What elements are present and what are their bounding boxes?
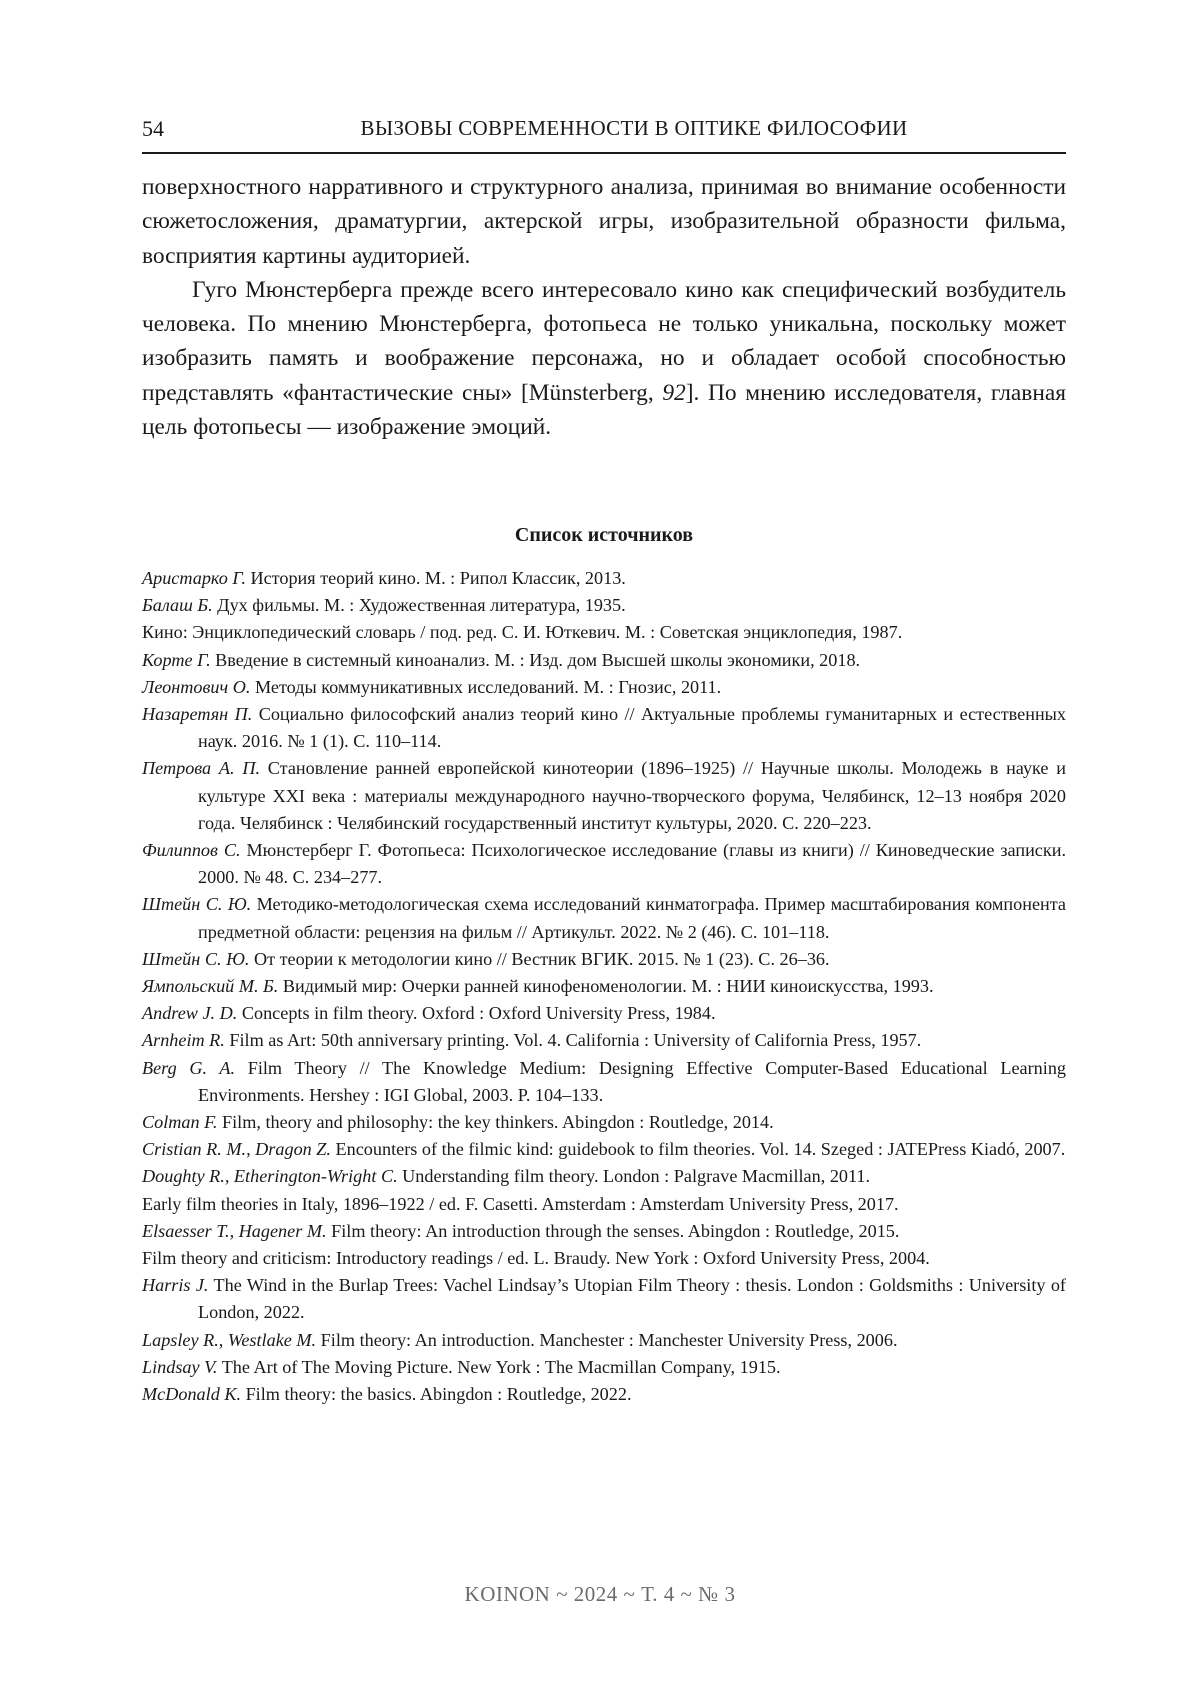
- reference-text: Early film theories in Italy, 1896–1922 / ed. F. Casetti. Amsterdam : Amsterdam University Press, 2017.: [142, 1193, 899, 1214]
- reference-text: Становление ранней европейской кинотеории (1896–1925) // Научные школы. Молодежь в науке и культуре XXI века : материалы международного научно-творческого форума, Челябинск, 12–13 ноября 2020 года. Челябинск : Челябинский государственный институт культуры, 2020. С. 220–223.: [198, 758, 1066, 833]
- reference-author: Назаретян П.: [142, 704, 253, 725]
- paragraph-text: Гуго Мюнстерберга прежде всего интересовало кино как специфический возбудитель человека. По мнению Мюнстерберга, фотопьеса не только уникальна, поскольку может изобразить память и воображение персонажа, но и обладает особой способностью представлять «фантастические сны» [Münsterberg,: [142, 276, 1066, 406]
- reference-author: Doughty R., Etherington-Wright C.: [142, 1166, 398, 1187]
- reference-text: Социально философский анализ теорий кино // Актуальные проблемы гуманитарных и естественных наук. 2016. № 1 (1). С. 110–114.: [198, 704, 1066, 752]
- paragraph: поверхностного нарративного и структурного анализа, принимая во внимание особенности сюжетосложения, драматургии, актерской игры, изобразительной образности фильма, восприятия картины аудиторией.: [142, 174, 1066, 269]
- reference-item: [142, 647, 1066, 674]
- reference-item: [142, 701, 1066, 755]
- reference-text: Film theory: An introduction. Manchester : Manchester University Press, 2006.: [320, 1329, 898, 1350]
- reference-text: The Art of The Moving Picture. New York : The Macmillan Company, 1915.: [221, 1356, 781, 1377]
- reference-item: [142, 946, 1066, 973]
- references-title: Список источников: [514, 524, 694, 546]
- reference-author: Штейн С. Ю.: [142, 948, 250, 969]
- reference-item: [142, 565, 1066, 592]
- reference-item: [142, 1109, 1066, 1136]
- reference-item: [142, 1245, 1066, 1272]
- reference-item: [142, 619, 1066, 646]
- journal-footer: KOINON ~ 2024 ~ Т. 4 ~ № 3: [464, 1582, 736, 1606]
- reference-text: Дух фильмы. М. : Художественная литература, 1935.: [217, 595, 626, 616]
- reference-item: [142, 1136, 1066, 1163]
- reference-author: Harris J.: [142, 1275, 209, 1296]
- reference-text: Concepts in film theory. Oxford : Oxford University Press, 1984.: [241, 1003, 716, 1024]
- reference-text: Understanding film theory. London : Palgrave Macmillan, 2011.: [402, 1166, 871, 1187]
- reference-author: Arnheim R.: [142, 1030, 225, 1051]
- reference-text: Film theory: An introduction through the senses. Abingdon : Routledge, 2015.: [331, 1220, 900, 1241]
- reference-text: Мюнстерберг Г. Фотопьеса: Психологическое исследование (главы из книги) // Киноведческие записки. 2000. № 48. С. 234–277.: [198, 840, 1067, 888]
- reference-text: Кино: Энциклопедический словарь / под. ред. С. И. Юткевич. М. : Советская энциклопедия, 1987.: [142, 622, 903, 643]
- references-list: [142, 565, 1066, 1408]
- reference-text: Film, theory and philosophy: the key thinkers. Abingdon : Routledge, 2014.: [222, 1112, 774, 1133]
- reference-item: [142, 1218, 1066, 1245]
- paragraph: [142, 273, 1066, 444]
- reference-text: Введение в системный киноанализ. М. : Изд. дом Высшей школы экономики, 2018.: [215, 649, 861, 670]
- reference-text: Видимый мир: Очерки ранней кинофеноменологии. М. : НИИ киноискусства, 1993.: [282, 976, 934, 997]
- reference-item: [142, 674, 1066, 701]
- reference-author: Andrew J. D.: [142, 1003, 238, 1024]
- reference-item: [142, 1381, 1066, 1408]
- reference-author: Штейн С. Ю.: [142, 894, 252, 915]
- reference-item: [142, 755, 1066, 837]
- reference-item: [142, 1354, 1066, 1381]
- reference-text: Encounters of the filmic kind: guidebook to film theories. Vol. 14. Szeged : JATEPress Kiadó, 2007.: [335, 1139, 1066, 1160]
- reference-item: [142, 1191, 1066, 1218]
- reference-author: Филиппов С.: [142, 840, 241, 861]
- reference-item: [142, 1163, 1066, 1190]
- reference-author: Корте Г.: [142, 649, 211, 670]
- reference-item: [142, 1027, 1066, 1054]
- reference-text: История теорий кино. М. : Рипол Классик, 2013.: [250, 568, 626, 588]
- reference-item: [142, 1055, 1066, 1109]
- page-number: 54: [142, 116, 164, 141]
- reference-text: Film theory and criticism: Introductory readings / ed. L. Braudy. New York : Oxford University Press, 2004.: [142, 1248, 930, 1269]
- page-header: [142, 112, 1066, 154]
- reference-text: Film theory: the basics. Abingdon : Routledge, 2022.: [245, 1384, 632, 1405]
- reference-item: [142, 973, 1066, 1000]
- reference-author: Lapsley R., Westlake M.: [142, 1329, 317, 1350]
- reference-text: Film as Art: 50th anniversary printing. Vol. 4. California : University of California Press, 1957.: [229, 1030, 922, 1051]
- reference-author: Ямпольский М. Б.: [142, 976, 279, 997]
- reference-item: [142, 1272, 1066, 1326]
- reference-item: [142, 1327, 1066, 1354]
- reference-item: [142, 1000, 1066, 1027]
- paragraph-text: ]. По мнению исследователя, главная цель фотопьесы — изображение эмоций.: [142, 379, 1066, 441]
- reference-author: Леонтович О.: [142, 676, 251, 697]
- citation-page: 92: [662, 379, 686, 406]
- reference-item: [142, 891, 1066, 945]
- reference-author: Петрова А. П.: [142, 758, 261, 779]
- reference-author: Cristian R. M., Dragon Z.: [142, 1139, 331, 1160]
- reference-author: McDonald K.: [142, 1384, 242, 1405]
- reference-text: The Wind in the Burlap Trees: Vachel Lindsay’s Utopian Film Theory : thesis. London : Goldsmiths : University of London, 2022.: [198, 1275, 1066, 1323]
- reference-author: Lindsay V.: [142, 1356, 218, 1377]
- main-text: [142, 170, 1066, 444]
- reference-item: [142, 837, 1066, 891]
- reference-author: Elsaesser T., Hagener M.: [142, 1220, 327, 1241]
- reference-item: [142, 592, 1066, 619]
- reference-text: Методико-методологическая схема исследований кинматографа. Пример масштабирования компонента предметной области: рецензия на фильм // Артикульт. 2022. № 2 (46). С. 101–118.: [198, 894, 1066, 942]
- reference-text: Film Theory // The Knowledge Medium: Designing Effective Computer-Based Educational Learning Environments. Hershey : IGI Global, 2003. P. 104–133.: [198, 1057, 1067, 1105]
- reference-text: Методы коммуникативных исследований. М. : Гнозис, 2011.: [254, 676, 722, 697]
- running-title: ВЫЗОВЫ СОВРЕМЕННОСТИ В ОПТИКЕ ФИЛОСОФИИ: [360, 116, 908, 140]
- reference-author: Балаш Б.: [142, 595, 213, 616]
- reference-author: Colman F.: [142, 1112, 218, 1133]
- reference-author: Аристарко Г.: [142, 568, 246, 588]
- reference-author: Berg G. A.: [142, 1057, 236, 1078]
- reference-text: От теории к методологии кино // Вестник ВГИК. 2015. № 1 (23). С. 26–36.: [253, 948, 830, 969]
